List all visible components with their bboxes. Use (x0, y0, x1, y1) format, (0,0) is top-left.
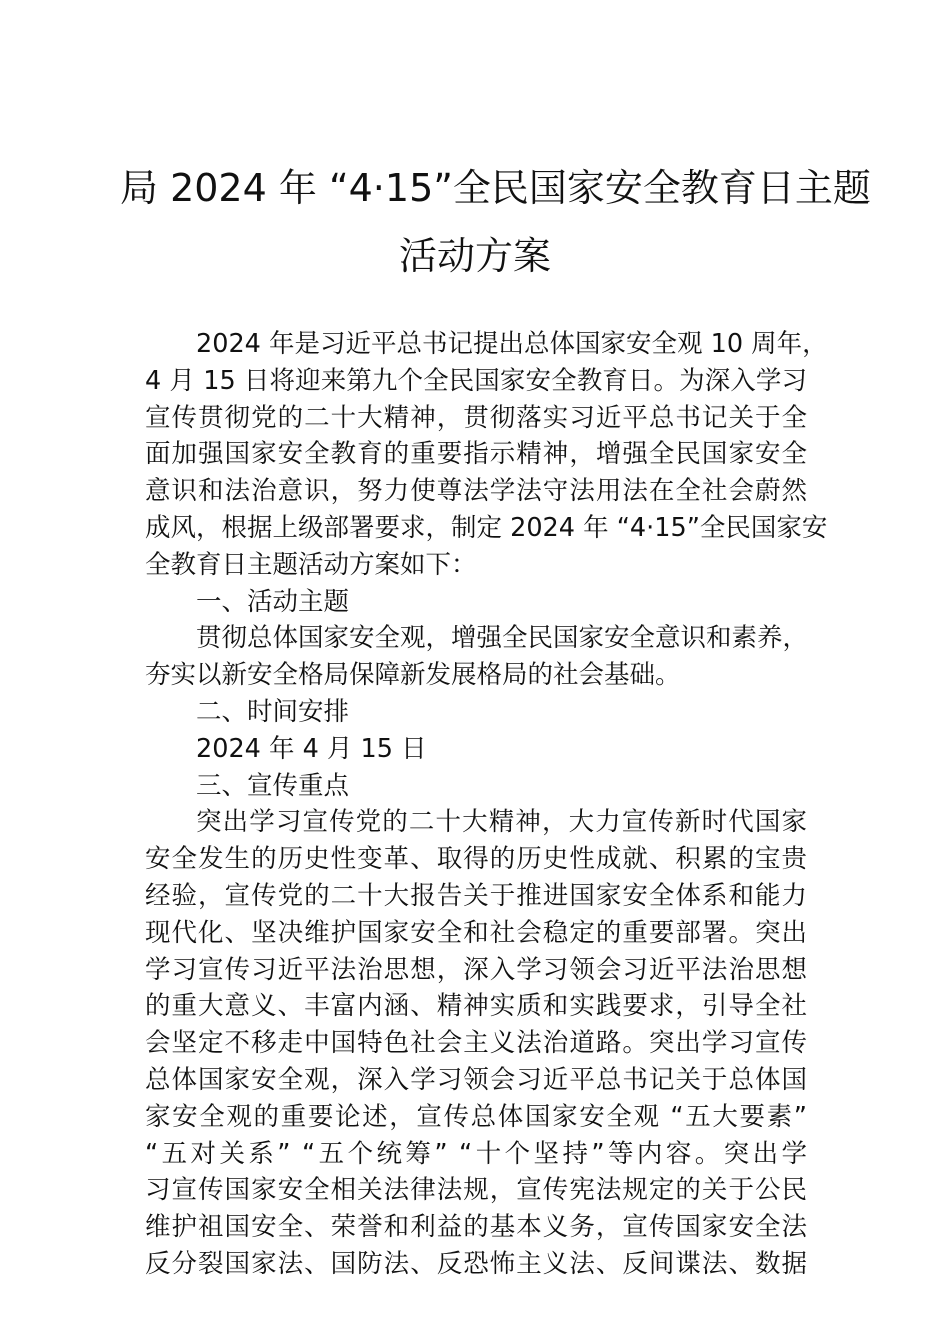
body-line: 4 月 15 日将迎来第九个全民国家安全教育日。为深入学习 (145, 365, 807, 396)
section-heading-3: 三、宣传重点 (196, 770, 350, 801)
document-body (145, 326, 828, 1283)
body-line: 学习宣传习近平法治思想，深入学习领会习近平法治思想 (145, 954, 807, 985)
body-line: 贯彻总体国家安全观，增强全民国家安全意识和素养， (196, 623, 809, 654)
body-line: 现代化、坚决维护国家安全和社会稳定的重要部署。突出 (145, 917, 807, 948)
body-line: 的重大意义、丰富内涵、精神实质和实践要求，引导全社 (145, 991, 807, 1022)
body-line: 维护祖国安全、荣誉和利益的基本义务，宣传国家安全法 (145, 1212, 807, 1243)
body-line: 突出学习宣传党的二十大精神，大力宣传新时代国家 (196, 807, 807, 838)
body-line: 宣传贯彻党的二十大精神，贯彻落实习近平总书记关于全 (145, 402, 807, 433)
document-title-line-1: 局 2024 年 “4·15”全民国家安全教育日主题 (120, 166, 871, 210)
body-line: 成风，根据上级部署要求，制定 2024 年 “4·15”全民国家安 (145, 512, 828, 543)
body-line: 安全发生的历史性变革、取得的历史性成就、积累的宝贵 (145, 844, 807, 875)
body-line: 反分裂国家法、国防法、反恐怖主义法、反间谍法、数据 (145, 1248, 807, 1279)
body-line: 家安全观的重要论述，宣传总体国家安全观 “五大要素” (145, 1101, 807, 1132)
section-heading-2: 二、时间安排 (196, 696, 350, 727)
date-line: 2024 年 4 月 15 日 (196, 733, 427, 764)
body-line: 意识和法治意识，努力使尊法学法守法用法在全社会蔚然 (145, 476, 807, 507)
body-line: 2024 年是习近平总书记提出总体国家安全观 10 周年， (196, 329, 828, 359)
body-line: 夯实以新安全格局保障新发展格局的社会基础。 (145, 660, 681, 691)
body-line: 面加强国家安全教育的重要指示精神，增强全民国家安全 (145, 439, 807, 470)
body-line: 总体国家安全观，深入学习领会习近平总书记关于总体国 (145, 1064, 807, 1095)
document-title-line-2: 活动方案 (398, 234, 551, 278)
body-line: 经验，宣传党的二十大报告关于推进国家安全体系和能力 (145, 880, 807, 911)
section-heading-1: 一、活动主题 (196, 586, 350, 617)
body-line: 会坚定不移走中国特色社会主义法治道路。突出学习宣传 (145, 1028, 807, 1059)
body-line: 习宣传国家安全相关法律法规，宣传宪法规定的关于公民 (145, 1175, 807, 1206)
body-line: “五对关系” “五个统筹” “十个坚持”等内容。突出学 (145, 1138, 807, 1169)
body-line: 全教育日主题活动方案如下： (145, 549, 477, 580)
